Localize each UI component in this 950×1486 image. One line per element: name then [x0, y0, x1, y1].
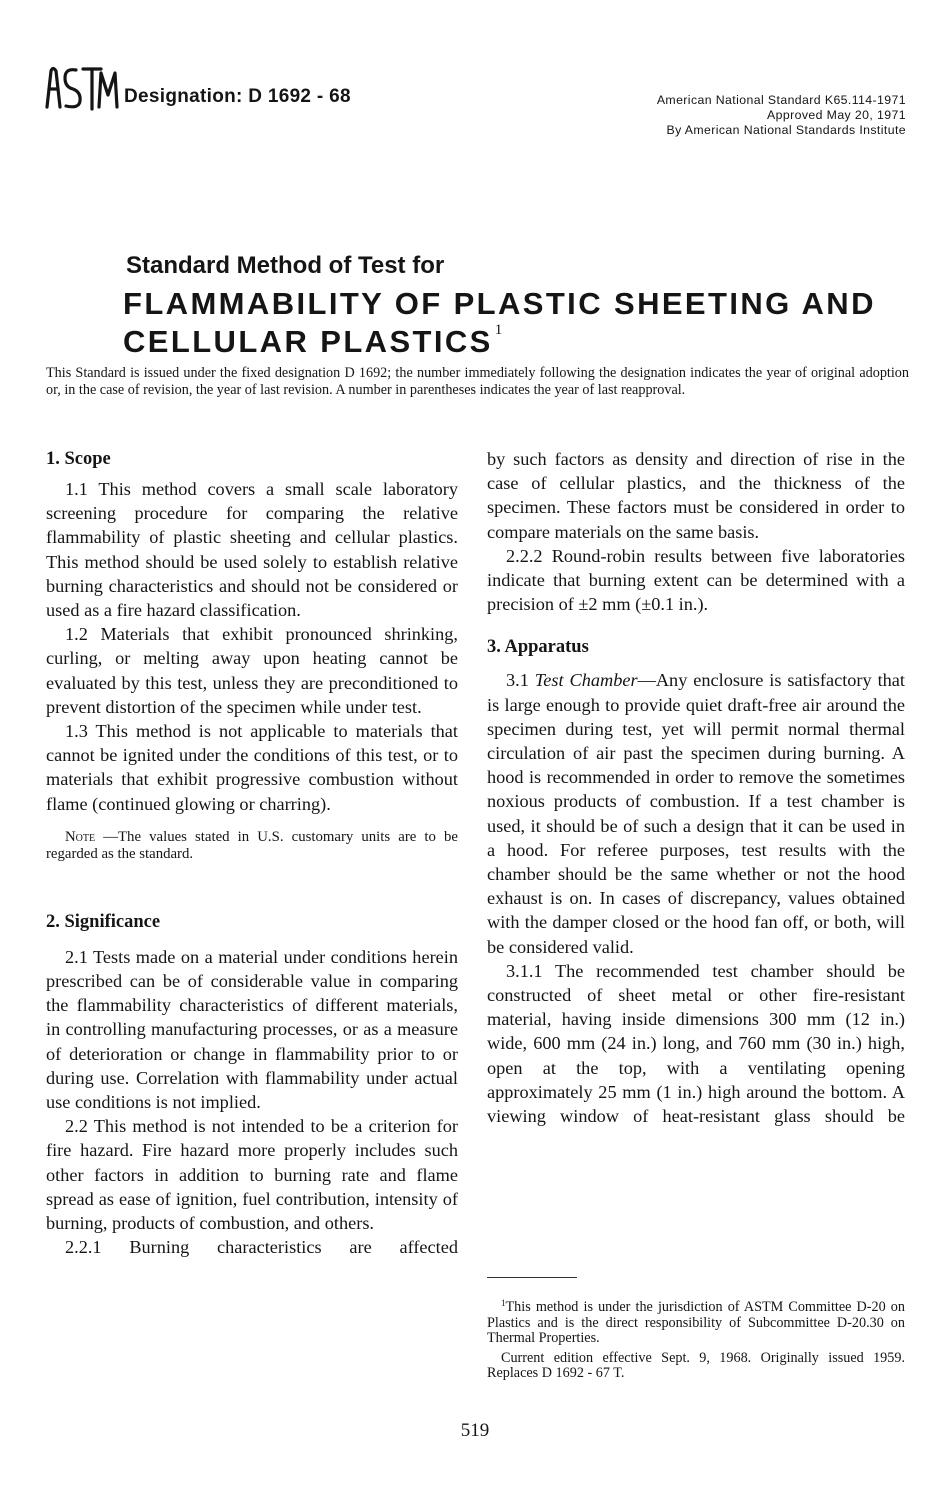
right-column [487, 447, 905, 1128]
footnote-2: Current edition effective Sept. 9, 1968. Originally issued 1959. Replaces D 1692 - 67 T. [487, 1349, 905, 1381]
paragraph-3-1 [487, 668, 905, 958]
title-prefix: Standard Method of Test for [126, 252, 445, 279]
title-line-1: FLAMMABILITY OF PLASTIC SHEETING AND [123, 286, 876, 321]
ans-standard-number: American National Standard K65.114-1971 [656, 93, 906, 107]
paragraph-3-1-title: Test Chamber [534, 670, 638, 691]
paragraph-1-2: 1.2 Materials that exhibit pronounced shrinking, curling, or melting away upon heating cannot be evaluated by this test, unless they are preconditioned to prevent distortion of the specimen while under test. [46, 624, 458, 717]
paragraph-2-2-1: 2.2.1 Burning characteristics are affected [65, 1237, 458, 1258]
note [46, 829, 458, 864]
footnote-mark: 1 [501, 1298, 506, 1308]
title-line-2 [123, 322, 502, 360]
footnote-1 [487, 1296, 905, 1347]
paragraph-1-3: 1.3 This method is not applicable to materials that cannot be ignited under the conditions of this test, or to materials that exhibit progressive combustion without flame (continued glowing or charring). [46, 721, 458, 814]
paragraph-3-1-1: 3.1.1 The recommended test chamber should be constructed of sheet metal or other fire-resistant material, having inside dimensions 300 mm (12 in.) wide, 600 mm (24 in.) long, and 760 mm (30 in.) high, open at the top, with a ventilating opening approximately 25 mm (1 in.) high around the bottom. A viewing window of heat-resistant glass should be [487, 960, 905, 1127]
paragraph-3-1-text: —Any enclosure is satisfactory that is large enough to provide quiet draft-free air around the specimen during test, yet will permit normal thermal circulation of air past the specimen during burning. A hood is recommended in order to remove the sometimes noxious products of combustion. If a test chamber is used, it should be of such a design that it can be used in a hood. For referee purposes, test results with the chamber should be the same whether or not the hood exhaust is on. In cases of discrepancy, values obtained with the damper closed or the hood fan off, or both, will be considered valid. [487, 670, 905, 957]
footnote-1-text: This method is under the jurisdiction of ASTM Committee D-20 on Plastics and is the direct responsibility of Subcommittee D-20.30 on Thermal Properties. [487, 1299, 905, 1346]
paragraph-2-2-1-continued: by such factors as density and direction of rise in the case of cellular plastics, and the thickness of the specimen. These factors must be considered in order to compare materials on the same basis. [487, 449, 905, 542]
footnote-rule [487, 1277, 577, 1278]
title-footnote-mark: 1 [494, 322, 503, 338]
astm-logo-icon [43, 63, 119, 113]
left-column [46, 447, 458, 1259]
paragraph-2-1: 2.1 Tests made on a material under conditions herein prescribed can be of considerable value in comparing the flammability characteristics of different materials, in controlling manufacturing processes, or as a measure of deterioration or change in flammability prior to or during use. Correlation with flammability under actual use conditions is not implied. [46, 946, 458, 1113]
paragraph-3-1-number: 3.1 [506, 670, 535, 691]
ans-approval-date: Approved May 20, 1971 [767, 108, 906, 122]
footnotes [487, 1296, 905, 1386]
paragraph-1-1: 1.1 This method covers a small scale laboratory screening procedure for comparing the relative flammability of plastic sheeting and cellular plastics. This method should be used solely to establish relative burning characteristics and should not be considered or used as a fire hazard classification. [46, 479, 458, 621]
note-text: —The values stated in U.S. customary units are to be regarded as the standard. [46, 828, 458, 863]
ans-approval-block [657, 93, 906, 138]
designation: Designation: D 1692 - 68 [124, 86, 351, 107]
page-number: 519 [460, 1420, 490, 1441]
issuance-note: This Standard is issued under the fixed designation D 1692; the number immediately following the designation indicates the year of original adoption or, in the case of revision, the year of last revision. A number in parentheses indicates the year of last reapproval. [46, 365, 909, 398]
ans-approver: By American National Standards Institute [666, 123, 906, 137]
title-line-2-text: CELLULAR PLASTICS [123, 324, 493, 359]
paragraph-2-2-2: 2.2.2 Round-robin results between five laboratories indicate that burning extent can be determined with a precision of ±2 mm (±0.1 in.). [487, 545, 905, 615]
note-label: Note [65, 828, 96, 845]
section-heading-scope: 1. Scope [46, 449, 111, 469]
paragraph-2-2: 2.2 This method is not intended to be a criterion for fire hazard. Fire hazard more properly includes such other factors in addition to burning rate and flame spread as ease of ignition, fuel contribution, intensity of burning, products of combustion, and others. [46, 1116, 458, 1234]
section-heading-significance: 2. Significance [46, 911, 161, 932]
section-heading-apparatus: 3. Apparatus [487, 637, 589, 658]
